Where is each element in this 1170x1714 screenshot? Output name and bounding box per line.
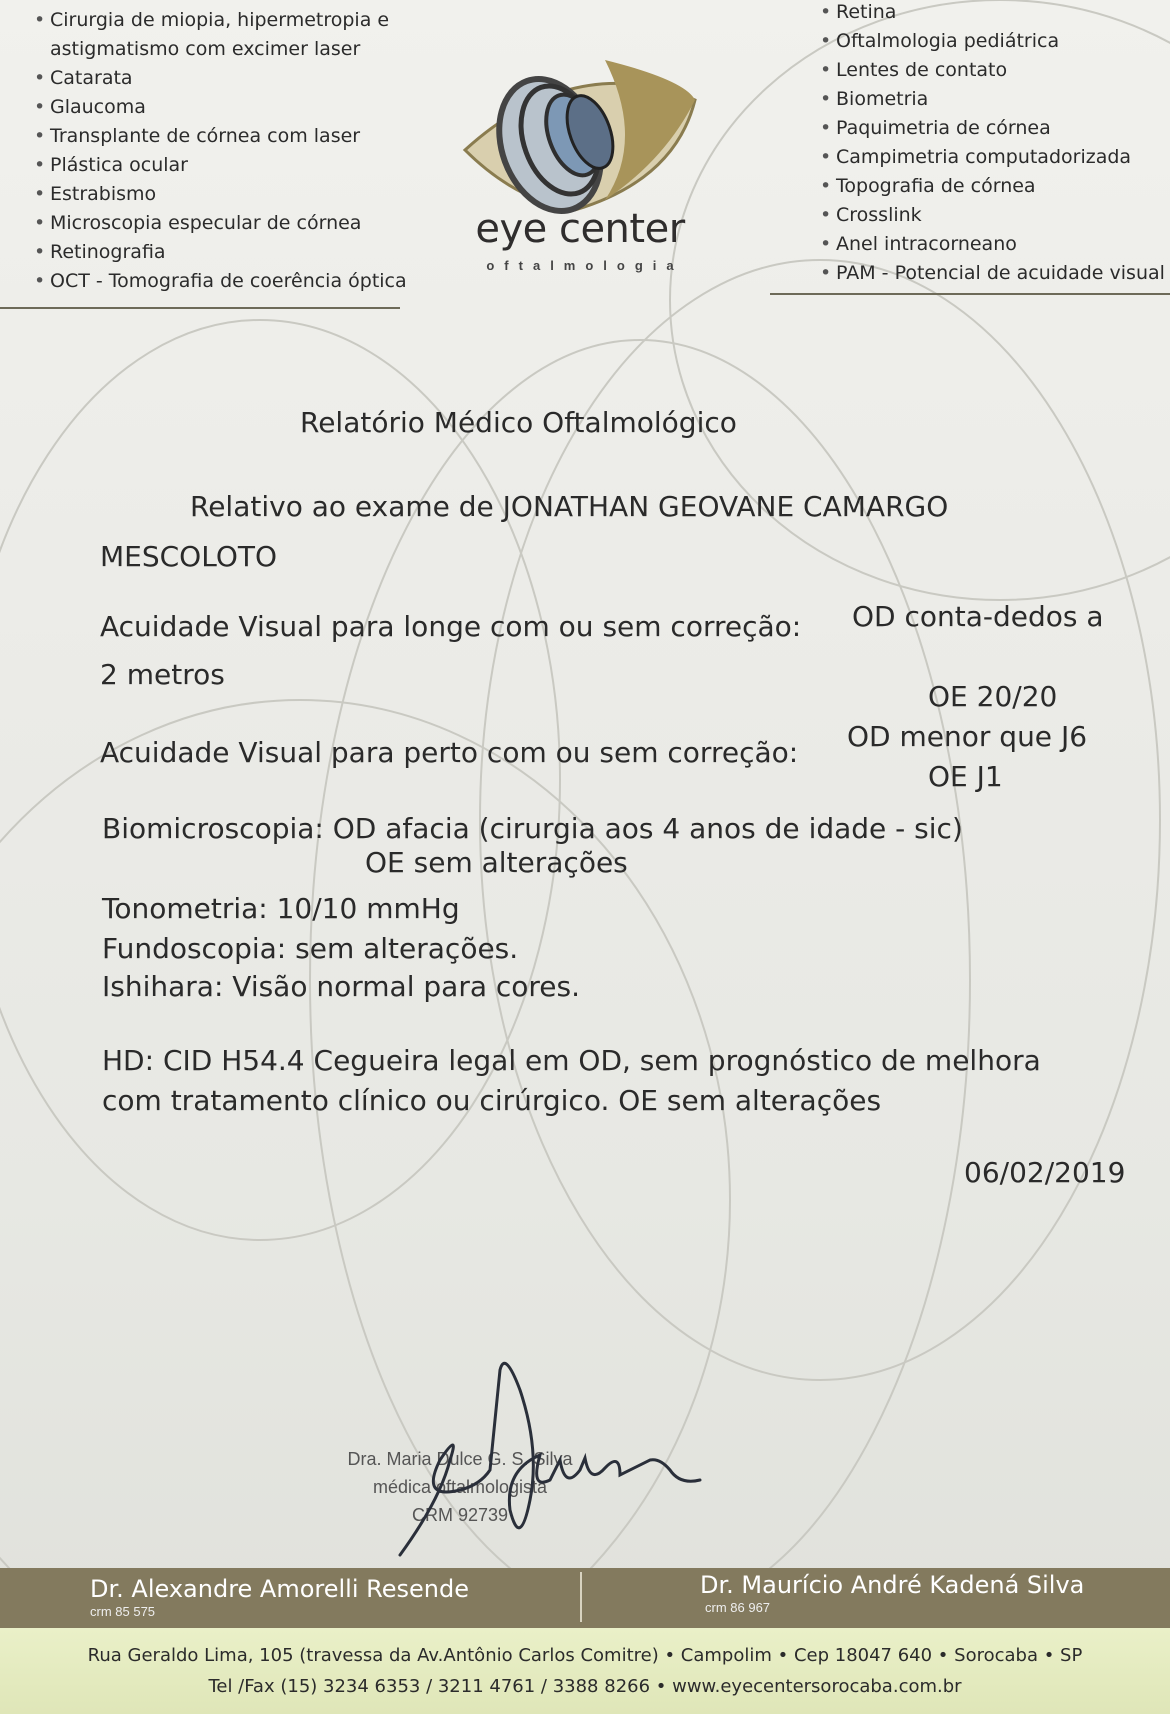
service-item: • PAM - Potencial de acuidade visual	[820, 259, 1160, 288]
header-divider-right	[770, 293, 1170, 295]
service-item: • Campimetria computadorizada	[820, 143, 1160, 172]
doctor-left-name: Dr. Alexandre Amorelli Resende	[90, 1575, 469, 1603]
doctor-right-crm: crm 86 967	[705, 1600, 771, 1615]
signer-crm: CRM 92739	[411, 1505, 509, 1525]
service-item: • Transplante de córnea com laser	[34, 122, 414, 151]
service-item: • Glaucoma	[34, 93, 414, 122]
report-date: 06/02/2019	[964, 1156, 1126, 1189]
av-longe-label: Acuidade Visual para longe com ou sem correção:	[100, 610, 802, 643]
service-item: • Topografia de córnea	[820, 172, 1160, 201]
av-perto-oe: OE J1	[928, 760, 1003, 793]
doctors-divider	[580, 1572, 582, 1622]
header-divider-left	[0, 307, 400, 309]
handwritten-signature	[380, 1340, 720, 1570]
av-longe-od-cont: 2 metros	[100, 658, 225, 691]
ishihara-line: Ishihara: Visão normal para cores.	[102, 970, 581, 1003]
service-item: • Retinografia	[34, 238, 414, 267]
service-item: • Crosslink	[820, 201, 1160, 230]
report-title: Relatório Médico Oftalmológico	[300, 406, 737, 439]
service-item: • Catarata	[34, 64, 414, 93]
patient-line: Relativo ao exame de JONATHAN GEOVANE CAMARGO MESCOLOTO	[100, 490, 949, 573]
brand-name: eye center	[475, 206, 685, 252]
footer-address: Rua Geraldo Lima, 105 (travessa da Av.Antônio Carlos Comitre) • Campolim • Cep 18047 640 • Sorocaba • SP	[87, 1645, 1083, 1666]
doctor-right-name: Dr. Maurício André Kadená Silva	[700, 1571, 1085, 1599]
service-item: • Microscopia especular de córnea	[34, 209, 414, 238]
tonometria-line: Tonometria: 10/10 mmHg	[102, 892, 460, 925]
service-item: • Paquimetria de córnea	[820, 114, 1160, 143]
doctor-left-crm: crm 85 575	[90, 1604, 156, 1619]
hd-line-2: com tratamento clínico ou cirúrgico. OE sem alterações	[102, 1084, 882, 1117]
biomicroscopia-oe: OE sem alterações	[365, 846, 628, 879]
brand-subtitle: oftalmologia	[486, 258, 684, 273]
service-item: • Oftalmologia pediátrica	[820, 27, 1160, 56]
av-perto-label: Acuidade Visual para perto com ou sem correção:	[100, 736, 799, 769]
signer-role: médica oftalmologista	[372, 1477, 548, 1497]
service-item: • OCT - Tomografia de coerência óptica	[34, 267, 414, 296]
service-item: • Lentes de contato	[820, 56, 1160, 85]
service-item: • Retina	[820, 0, 1160, 27]
av-longe-od: OD conta-dedos a	[852, 600, 1104, 633]
footer-contact: Tel /Fax (15) 3234 6353 / 3211 4761 / 3388 8266 • www.eyecentersorocaba.com.br	[208, 1676, 962, 1697]
biomicroscopia-line: Biomicroscopia: OD afacia (cirurgia aos 4 anos de idade - sic)	[102, 812, 963, 845]
service-item: • Anel intracorneano	[820, 230, 1160, 259]
service-item: • Cirurgia de miopia, hipermetropia e astigmatismo com excimer laser	[34, 6, 414, 64]
av-longe-oe: OE 20/20	[928, 680, 1058, 713]
service-item: • Plástica ocular	[34, 151, 414, 180]
hd-line-1: HD: CID H54.4 Cegueira legal em OD, sem prognóstico de melhora	[102, 1044, 1041, 1077]
service-item: • Estrabismo	[34, 180, 414, 209]
service-item: • Biometria	[820, 85, 1160, 114]
services-list-left	[34, 6, 414, 296]
fundoscopia-line: Fundoscopia: sem alterações.	[102, 932, 519, 965]
services-list-right	[820, 0, 1165, 288]
av-perto-od: OD menor que J6	[847, 720, 1088, 753]
signer-name: Dra. Maria Dulce G. S. Silva	[347, 1449, 573, 1469]
address-band	[0, 1628, 1170, 1714]
